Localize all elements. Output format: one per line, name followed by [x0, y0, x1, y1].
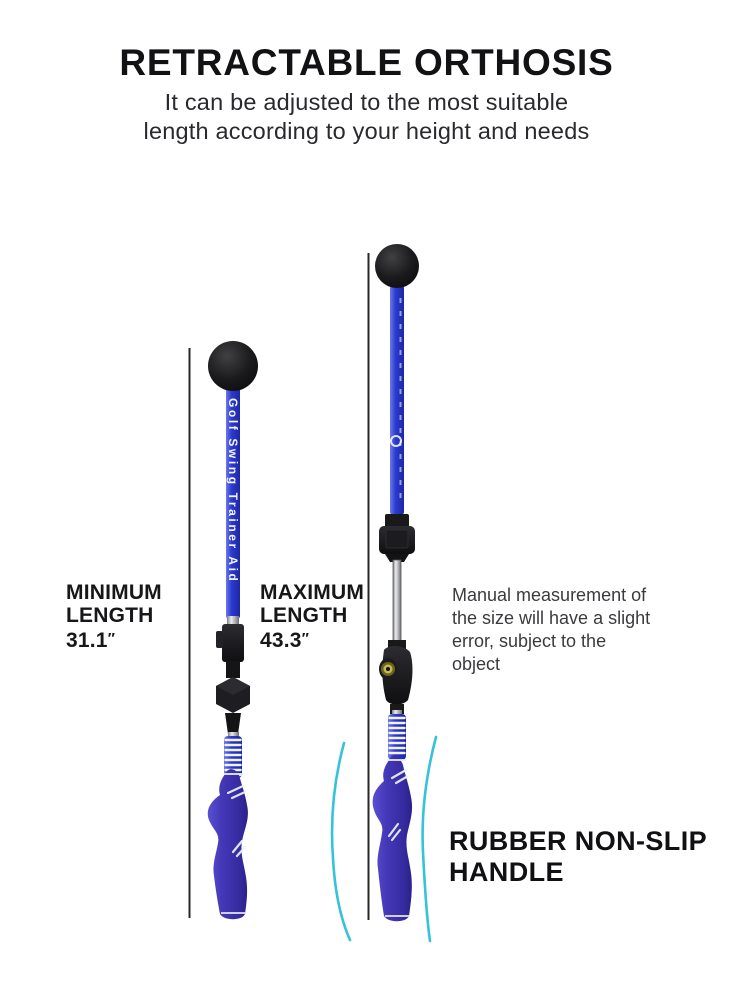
- spring-grip: [388, 714, 406, 760]
- note-line-3: error, subject to the: [452, 631, 607, 651]
- inch-mark: ″: [301, 630, 309, 647]
- handle-callout: [449, 826, 707, 887]
- length-word: LENGTH: [260, 604, 348, 627]
- grip-accent-curve-left: [332, 743, 350, 940]
- minimum-length-label: [66, 581, 162, 652]
- note-line-2: the size will have a slight: [452, 608, 651, 628]
- telescopic-clamp: [379, 514, 415, 562]
- subtitle-line-2: length according to your height and needs: [143, 117, 590, 144]
- maximum-word: MAXIMUM: [260, 581, 365, 604]
- maximum-length-label: [260, 581, 364, 652]
- maximum-value: 43.3: [260, 629, 302, 652]
- ball-top: [208, 341, 258, 391]
- shaft-brand-text: Golf Swing Trainer Aid: [226, 398, 240, 584]
- rubber-handle: [208, 769, 248, 919]
- subtitle-line-1: It can be adjusted to the most suitable: [164, 89, 569, 115]
- inch-mark: ″: [107, 630, 115, 647]
- min-length-stick: [208, 341, 258, 919]
- hinge-joint: [379, 640, 412, 718]
- handle-callout-line-1: RUBBER NON-SLIP: [449, 826, 708, 856]
- note-line-4: object: [452, 654, 501, 674]
- ball-top: [375, 244, 419, 288]
- adjustment-lock: [216, 616, 250, 739]
- page-title: RETRACTABLE ORTHOSIS: [119, 42, 614, 83]
- grip-accent-curve-right: [423, 737, 436, 941]
- length-word: LENGTH: [66, 604, 154, 627]
- extended-metal-rod: [393, 560, 401, 644]
- note-line-1: Manual measurement of: [452, 585, 647, 605]
- minimum-value: 31.1: [66, 629, 108, 652]
- measurement-disclaimer: [452, 584, 682, 676]
- minimum-word: MINIMUM: [66, 581, 162, 604]
- stick-shaft: [390, 285, 404, 515]
- handle-callout-line-2: HANDLE: [449, 856, 564, 887]
- rubber-handle: [373, 755, 412, 921]
